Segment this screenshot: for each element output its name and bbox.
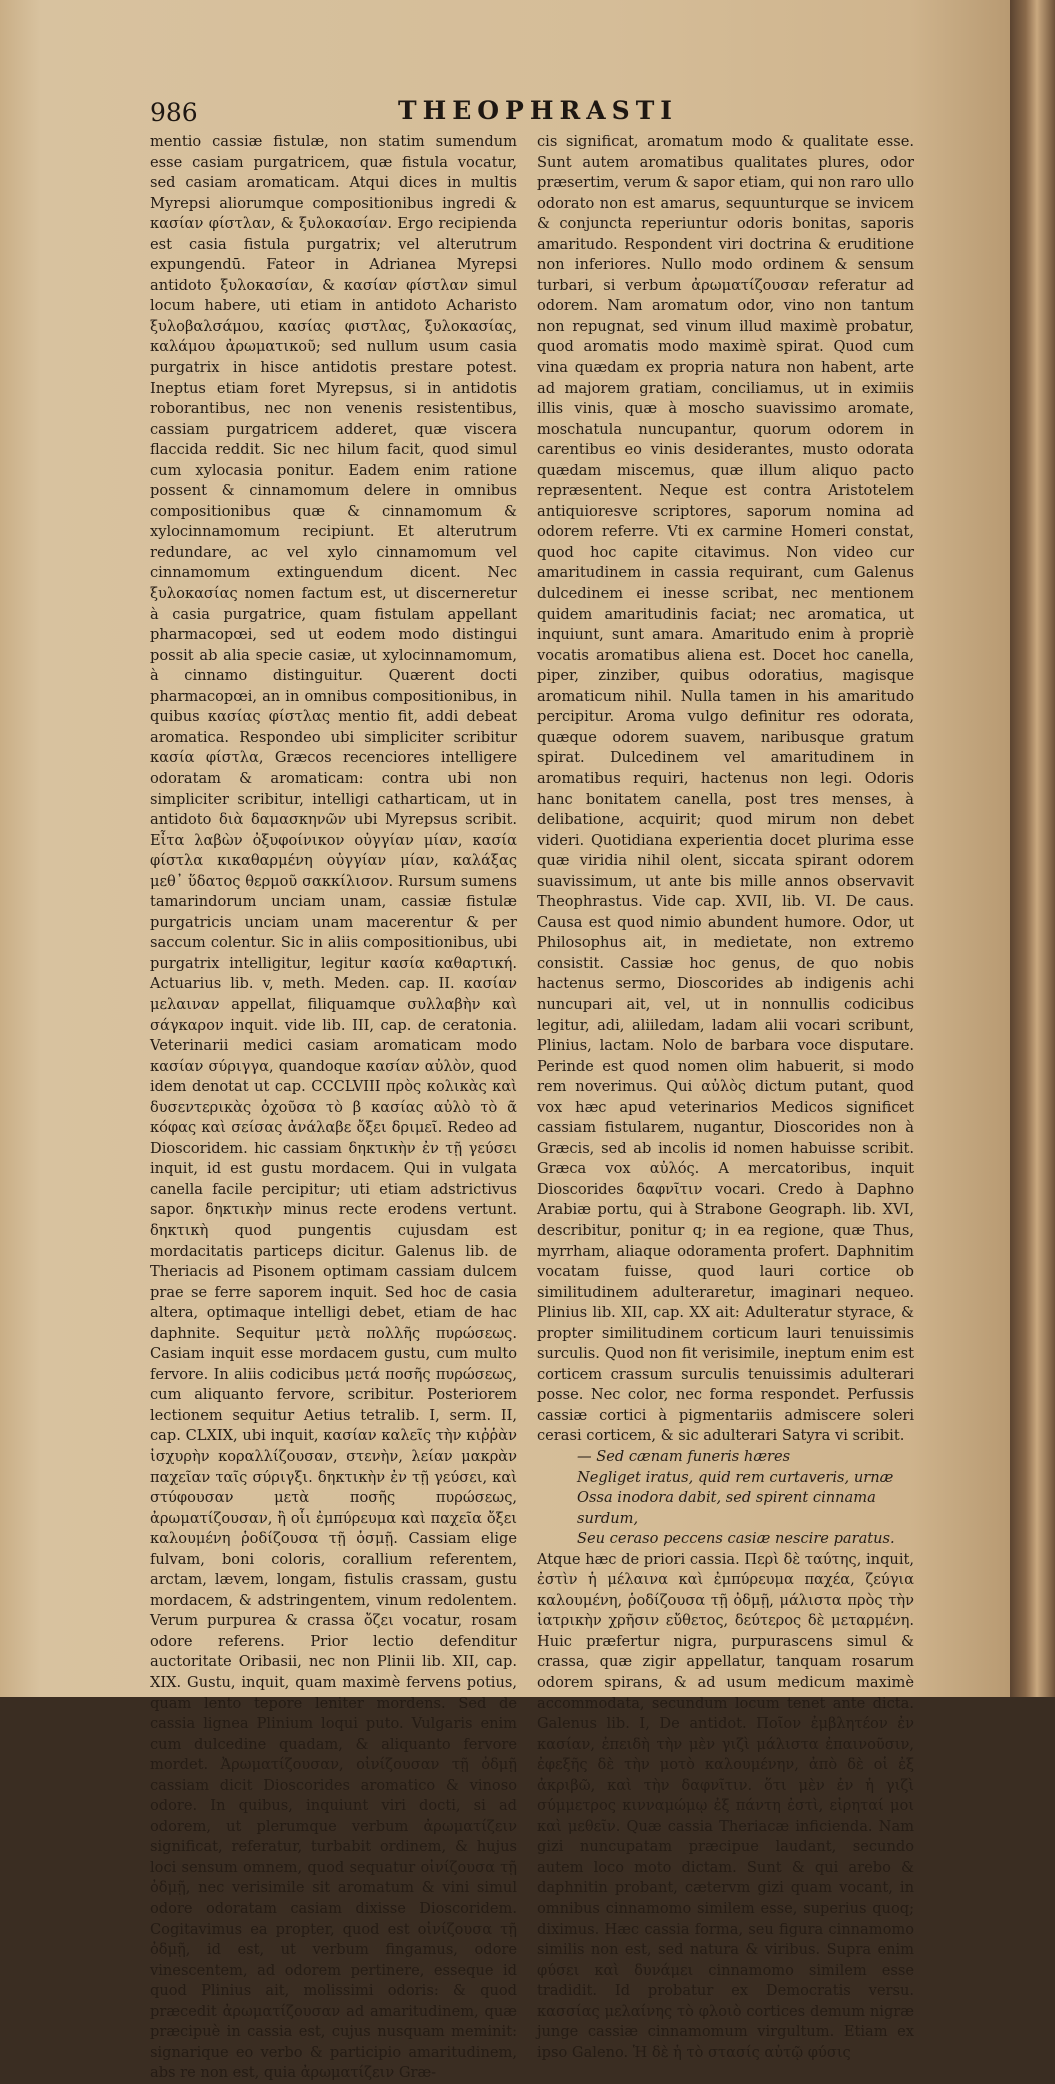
verse-quotation — [537, 1447, 914, 1550]
right-column-text-before-verse: cis significat, aromatum modo & qualitate esse. Sunt autem aromatibus qualitates plures, odor præsertim, verum & sapor etiam, qui non raro ullo odorato non est amarus, sequunturque se invicem & conjuncta reperiuntur odoris bonitas, saporis amaritudo. Respondent viri doctrina & eruditione non inferiores. Nullo modo ordinem & sensum turbari, si verbum ἀρωματίζουσαν referatur ad odorem. Nam aromatum odor, vino non tantum non repugnat, sed vinum illud maximè probatur, quod aromatis modo maximè spirat. Quod cum vina quædam ex propria natura non habent, arte ad majorem gratiam, conciliamus, ut in eximiis illis vinis, quæ à moscho suavissimo aromate, moschatula nuncupantur, quorum odorem in carentibus eo vinis desiderantes, musto odorata quædam miscemus, quæ illum aliquo pacto repræsentent. Neque est contra Aristotelem antiquioresve scriptores, saporum nomina ad odorem referre. Vti ex carmine Homeri constat, quod hoc capite citavimus. Non video cur amaritudinem in cassia requirant, cum Galenus dulcedinem ei inesse scribat, nec mentionem quidem amaritudinis faciat; nec aromatica, ut inquiunt, sunt amara. Amaritudo enim à propriè vocatis aromatibus aliena est. Docet hoc canella, piper, zinziber, quibus odoratius, magisque aromaticum nihil. Nulla tamen in his amaritudo percipitur. Aroma vulgo definitur res odorata, quæque odorem suavem, naribusque gratum spirat. Dulcedinem vel amaritudinem in aromatibus requiri, hactenus non legi. Odoris hanc bonitatem canella, post tres menses, à delibatione, acquirit; quod mirum non debet videri. Quotidiana experientia docet plurima esse quæ viridia nihil olent, siccata spirant odorem suavissimum, ut ante bis mille annos observavit Theophrastus. Vide cap. XVII, lib. VI. De caus. Causa est quod nimio abundent humore. Odor, ut Philosophus ait, in medietate, non extremo consistit. Cassiæ hoc genus, de quo nobis hactenus sermo, Dioscorides ab indigenis achi nuncupari ait, vel, ut in nonnullis codicibus legitur, adi, aliiledam, ladam alii vocari scribunt, Plinius, lactam. Nolo de barbara voce disputare. Perinde est quod nomen olim habuerit, si modo rem noverimus. Qui αὐλὸς dictum putant, quod vox hæc apud veterinarios Medicos significet cassiam fistularem, nugantur, Dioscorides non à Græcis, sed ab incolis id nomen habuisse scribit. Græca vox αὐλός. A mercatoribus, inquit Dioscorides δαφνῖτιν vocari. Credo à Daphno Arabiæ portu, qui à Strabone Geograph. lib. XVI, describitur, ponitur q; in ea regione, quæ Thus, myrrham, aliaque odoramenta profert. Daphnitim vocatam fuisse, quod lauri cortice ob similitudinem adulteraretur, imaginari nequeo. Plinius lib. XII, cap. XX ait: Adulteratur styrace, & propter similitudinem corticum lauri tenuissimis surculis. Quod non fit verisimile, ineptum enim est corticem crassum surculis tenuissimis adulterari posse. Nec color, nec forma respondet. Perfussis cassiæ cortici à pigmentariis admiscere soleri cerasi corticem, & sic adulterari Satyra vi scribit. — [537, 133, 914, 1445]
page-header — [138, 96, 920, 130]
left-column — [150, 132, 517, 2082]
running-head: THEOPHRASTI — [398, 96, 679, 125]
verse-line: Negliget iratus, quid rem curtaveris, urnæ — [577, 1468, 894, 1486]
page-number: 986 — [150, 98, 198, 127]
book-binding-edge — [1010, 0, 1055, 1697]
left-column-text: mentio cassiæ fistulæ, non statim sumendum esse casiam purgatricem, quæ fistula vocatur, sed casiam aromaticam. Atqui dices in multis Myrepsi aliorumque compositionibus ingredi & κασίαν φίστλαν, & ξυλοκασίαν. Ergo recipienda est casia fistula purgatrix; vel alterutrum expungendū. Fateor in Adrianea Myrepsi antidoto ξυλοκασίαν, & κασίαν φίστλαν simul locum habere, uti etiam in antidoto Acharisto ξυλοβαλσάμου, κασίας φιστλας, ξυλοκασίας, καλάμου ἀρωματικοῦ; sed nullum usum casia purgatrix in hisce antidotis prestare potest. Ineptus etiam foret Myrepsus, si in antidotis roborantibus, nec non venenis resistentibus, cassiam purgatricem adderet, quæ viscera flaccida reddit. Sic nec hilum facit, quod simul cum xylocasia ponitur. Eadem enim ratione possent & cinnamomum delere in omnibus compositionibus quæ & cinnamomum & xylocinnamomum recipiunt. Et alterutrum redundare, ac vel xylo cinnamomum vel cinnamomum extinguendum dicent. Nec ξυλοκασίας nomen factum est, ut discerneretur à casia purgatrice, quam fistulam appellant pharmacopœi, sed ut eodem modo distingui possit ab alia specie casiæ, ut xylocinnamomum, à cinnamo distinguitur. Quærent docti pharmacopœi, an in omnibus compositionibus, in quibus κασίας φίστλας mentio fit, addi debeat aromatica. Respondeo ubi simpliciter scribitur κασία φίστλα, Græcos recenciores intelligere odoratam & aromaticam: contra ubi non simpliciter scribitur, intelligi catharticam, ut in antidoto διὰ δαμασκηνῶν ubi Myrepsus scribit. Εἶτα λαβὼν ὀξυφοίνικον οὐγγίαν μίαν, κασία φίστλα κικαθαρμένη οὐγγίαν μίαν, καλάξας μεθ᾽ ὕδατος θερμοῦ σακκίλισον. Rursum sumens tamarindorum unciam unam, cassiæ fistulæ purgatricis unciam unam macerentur & per saccum colentur. Sic in aliis compositionibus, ubi purgatrix intelligitur, legitur κασία καθαρτική. Actuarius lib. v, meth. Meden. cap. II. κασίαν μελαιναν appellat, filiquamque συλλαβὴν καὶ σάγκαρον inquit. vide lib. III, cap. de ceratonia. Veterinarii medici casiam aromaticam modo κασίαν σύριγγα, quandoque κασίαν αὐλὸν, quod idem denotat ut cap. CCCLVIII πρὸς κολικὰς καὶ δυσεντερικὰς ὀχοῦσα τὸ β κασίας αὐλὸ τὸ ᾶ κόφας καὶ σείσας ἀνάλαβε ὄξει δριμεῖ. Redeo ad Dioscoridem. hic cassiam δηκτικὴν ἐν τῇ γεύσει inquit, id est gustu mordacem. Qui in vulgata canella facile percipitur; uti etiam adstrictivus sapor. δηκτικὴν minus recte erodens vertunt. δηκτικὴ quod pungentis cujusdam est mordacitatis particeps dicitur. Galenus lib. de Theriacis ad Pisonem optimam cassiam dulcem prae se ferre saporem inquit. Sed hoc de casia altera, optimaque intelligi debet, etiam de hac daphnite. Sequitur μετὰ πολλῆς πυρώσεως. Casiam inquit esse mordacem gustu, cum multo fervore. In aliis codicibus μετά ποσῆς πυρώσεως, cum aliquanto fervore, scribitur. Posteriorem lectionem sequitur Aetius tetralib. I, serm. II, cap. CLXIX, ubi inquit, κασίαν καλεῖς τὴν κιῤῥὰν ἰσχυρὴν κοραλλίζουσαν, στενὴν, λείαν μακρὰν παχεῖαν ταῖς σύριγξι. δηκτικὴν ἐν τῇ γεύσει, καὶ στύφουσαν μετὰ ποσῆς πυρώσεως, ἀρωματίζουσαν, ἢ οἷι ἐμπύρευμα καὶ παχεῖα ὄξει καλουμένη ῥοδίζουσα τῇ ὀσμῇ. Cassiam elige fulvam, boni coloris, corallium referentem, arctam, lævem, longam, fistulis crassam, gustu mordacem, & adstringentem, vinum redolentem. Verum purpurea & crassa ὄζει vocatur, rosam odore referens. Prior lectio defenditur auctoritate Oribasii, nec non Plinii lib. XII, cap. XIX. Gustu, inquit, quam maximè fervens potius, quam lento tepore leniter mordens. Sed de cassia lignea Plinium loqui puto. Vulgaris enim cum dulcedine quadam, & aliquanto fervore mordet. Ἀρωματίζουσαν, οἰνίζουσαν τῇ ὀδμῇ cassiam dicit Dioscorides aromatico & vinoso odore. In quibus, inquiunt viri docti, si ad odorem, ut plerumque verbum ἀρωματίζειν significat, referatur, turbabit ordinem, & hujus loci sensum omnem, quod sequatur οἰνίζουσα τῇ ὀδμῇ, nec verisimile sit aromatum & vini simul odore odoratam casiam dixisse Dioscoridem. Cogitavimus ea propter, quod est οἰνίζουσα τῇ ὀδμῇ, id est, ut verbum fingamus, odore vinescentem, ad odorem pertinere, esseque id quod Plinius ait, molissimi odoris: & quod præcedit ἀρωματίζουσαν ad amaritudinem, quæ præcipuè in cassia est, cujus nusquam meminit: signarique eo verbo & participio amaritudinem, abs re non est, quia ἀρωματίζειν Græ- — [150, 133, 517, 2082]
verse-line: Ossa inodora dabit, sed spirent cinnama surdum, — [577, 1489, 876, 1527]
right-column-text-after-verse: Atque hæc de priori cassia. Περὶ δὲ ταύτης, inquit, ἐστὶν ἡ μέλαινα καὶ ἐμπύρευμα παχέα, ζεύγια καλουμένη, ῥοδίζουσα τῇ ὀδμῇ, μάλιστα πρὸς τὴν ἰατρικὴν χρῆσιν εὔθετος, δεύτερος δὲ μεταρμένη. Huic præfertur nigra, purpurascens simul & crassa, quæ zigir appellatur, tanquam rosarum odorem spirans, & ad usum medicum maximè accommodata, secundum locum tenet ante dicta. Galenus lib. I, De antidot. Ποῖον ἐμβλητέον ἐν κασίαν, ἐπειδὴ τὴν μὲν γιζὶ μάλιστα ἐπαινοῦσιν, ἐφεξῆς δὲ τὴν μοτὸ καλουμένην, ἀπὸ δὲ οἱ ἐξ ἀκριβῶ, καὶ τὴν δαφνῖτιν. ὅτι μὲν ἐν ἡ γιζὶ σύμμετρος κινναμώμῳ ἐξ πάντη ἐστὶ, εἰρηταί μοι καὶ μεθεῖν. Quæ cassia Theriacæ inficienda. Nam gizi nuncupatam præcipue laudant, secundo autem loco moto dictam. Sunt & qui arebo & daphnitin probant, cætervm gizi quam vocant, in omnibus cinnamomo similem esse, superius quoq; diximus. Hæc cassia forma, seu figura cinnamomo similis non est, sed natura & viribus. Supra enim φύσει καὶ δυνάμει cinnamomo similem esse tradidit. Id probatur ex Democratis versu. κασσίας μελαίνης τὸ φλοιὸ cortices demum nigræ junge cassiæ cinnamomum virgultum. Etiam ex ipso Galeno. Ἡ δὲ ἡ τὸ στασίς αὐτῷ φύσις — [537, 1550, 914, 2061]
verse-line: Seu ceraso peccens casiæ nescire paratus. — [577, 1530, 895, 1548]
verse-line: — Sed cænam funeris hæres — [577, 1448, 791, 1465]
right-column — [537, 132, 914, 2061]
